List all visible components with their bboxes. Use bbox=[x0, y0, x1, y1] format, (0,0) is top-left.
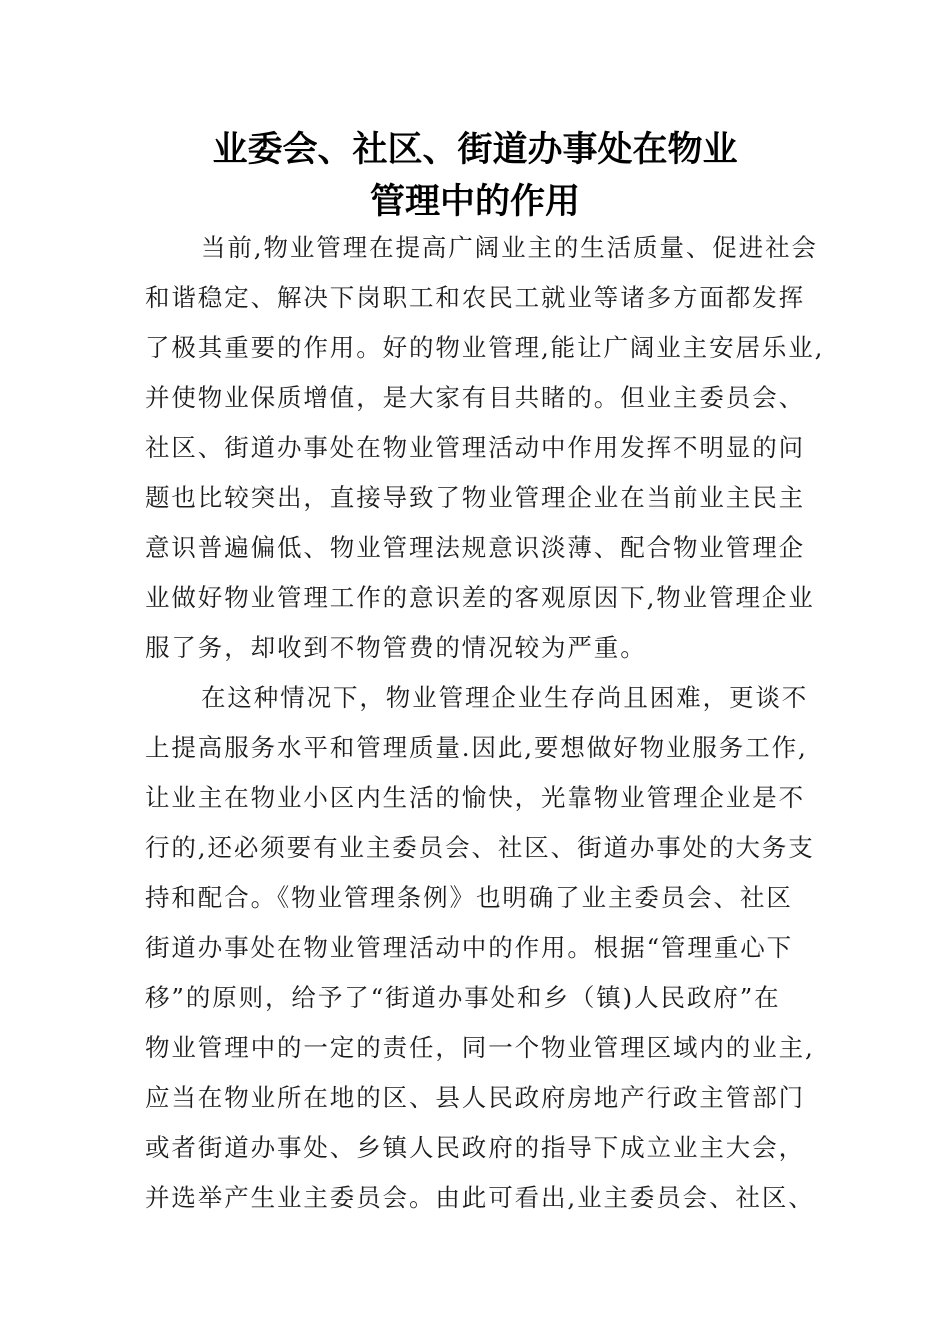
paragraph-line: 和谐稳定、解决下岗职工和农民工就业等诸多方面都发挥 bbox=[145, 283, 805, 312]
paragraph-line: 移”的原则，给予了“街道办事处和乡（镇)人民政府”在 bbox=[145, 983, 781, 1012]
paragraph-line: 并使物业保质增值，是大家有目共睹的。但业主委员会、 bbox=[145, 383, 805, 412]
paragraph-line: 当前,物业管理在提高广阔业主的生活质量、促进社会 bbox=[201, 233, 818, 262]
paragraph-line: 在这种情况下，物业管理企业生存尚且困难，更谈不 bbox=[201, 683, 809, 712]
paragraph-line: 意识普遍偏低、物业管理法规意识淡薄、配合物业管理企 bbox=[145, 533, 805, 562]
paragraph-line: 服了务，却收到不物管费的情况较为严重。 bbox=[145, 633, 647, 662]
paragraph-line: 街道办事处在物业管理活动中的作用。根据“管理重心下 bbox=[145, 933, 794, 962]
paragraph-line: 或者街道办事处、乡镇人民政府的指导下成立业主大会， bbox=[145, 1133, 805, 1162]
paragraph-line: 并选举产生业主委员会。由此可看出,业主委员会、社区、 bbox=[145, 1183, 815, 1212]
document-body bbox=[145, 223, 825, 1223]
paragraph-2 bbox=[145, 673, 825, 1223]
paragraph-line: 上提高服务水平和管理质量.因此,要想做好物业服务工作, bbox=[145, 733, 808, 762]
paragraph-line: 应当在物业所在地的区、县人民政府房地产行政主管部门 bbox=[145, 1083, 805, 1112]
paragraph-line: 社区、街道办事处在物业管理活动中作用发挥不明显的问 bbox=[145, 433, 805, 462]
title-line-1: 业委会、社区、街道办事处在物业 bbox=[212, 129, 738, 170]
paragraph-line: 让业主在物业小区内生活的愉快，光靠物业管理企业是不 bbox=[145, 783, 805, 812]
document-title bbox=[0, 124, 950, 228]
paragraph-1 bbox=[145, 223, 825, 673]
title-line-2: 管理中的作用 bbox=[369, 181, 580, 222]
paragraph-line: 了极其重要的作用。好的物业管理,能让广阔业主安居乐业, bbox=[145, 333, 825, 362]
paragraph-line: 题也比较突出，直接导致了物业管理企业在当前业主民主 bbox=[145, 483, 805, 512]
paragraph-line: 业做好物业管理工作的意识差的客观原因下,物业管理企业 bbox=[145, 583, 815, 612]
paragraph-line: 持和配合。《物业管理条例》也明确了业主委员会、社区 bbox=[145, 883, 793, 912]
paragraph-line: 物业管理中的一定的责任，同一个物业管理区域内的业主, bbox=[145, 1033, 815, 1062]
paragraph-line: 行的,还必须要有业主委员会、社区、街道办事处的大务支 bbox=[145, 833, 815, 862]
